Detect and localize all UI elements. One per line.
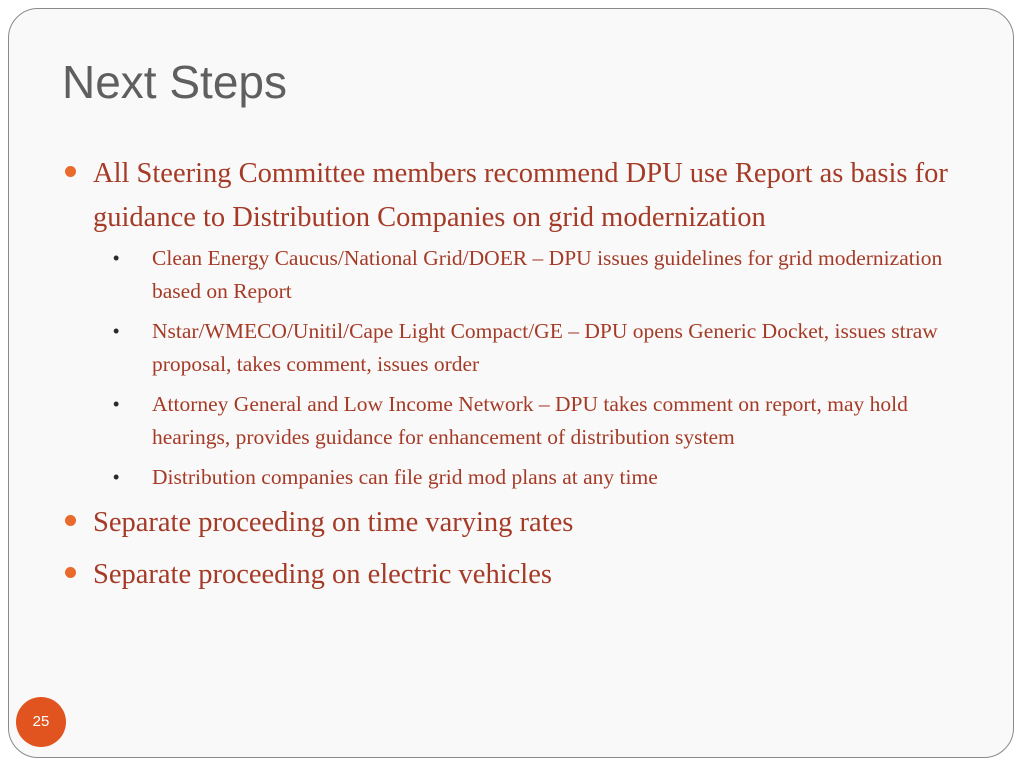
bullet-dot-icon	[65, 166, 76, 177]
sub-bullet-dot-icon: •	[113, 467, 120, 487]
bullet-text: All Steering Committee members recommend DPU use Report as basis for guidance to Distribution Companies on grid modernization	[93, 158, 948, 233]
slide-title: Next Steps	[62, 56, 287, 108]
sub-bullet-text: Clean Energy Caucus/National Grid/DOER – DPU issues guidelines for grid modernization based on Report	[152, 246, 943, 303]
sub-bullet-list	[0, 242, 1024, 494]
bullet-item	[0, 553, 1024, 597]
sub-bullet-item	[0, 461, 1024, 494]
sub-bullet-item	[0, 242, 1024, 308]
sub-bullet-item	[0, 315, 1024, 381]
bullet-text: Separate proceeding on time varying rates	[93, 507, 574, 538]
sub-bullet-dot-icon: •	[113, 248, 120, 268]
bullet-item	[0, 501, 1024, 545]
sub-bullet-text: Nstar/WMECO/Unitil/Cape Light Compact/GE – DPU opens Generic Docket, issues straw proposal, takes comment, issues order	[152, 319, 938, 376]
bullet-text: Separate proceeding on electric vehicles	[93, 559, 552, 590]
sub-bullet-text: Distribution companies can file grid mod plans at any time	[152, 465, 658, 489]
bullet-item	[0, 152, 1024, 240]
sub-bullet-dot-icon: •	[113, 321, 120, 341]
bullet-list	[0, 152, 1024, 597]
sub-bullet-item	[0, 388, 1024, 454]
sub-bullet-text: Attorney General and Low Income Network – DPU takes comment on report, may hold hearings, provides guidance for enhancement of distribution system	[152, 392, 908, 449]
page-number-badge: 25	[16, 697, 66, 747]
bullet-dot-icon	[65, 515, 76, 526]
bullet-dot-icon	[65, 567, 76, 578]
sub-bullet-dot-icon: •	[113, 394, 120, 414]
